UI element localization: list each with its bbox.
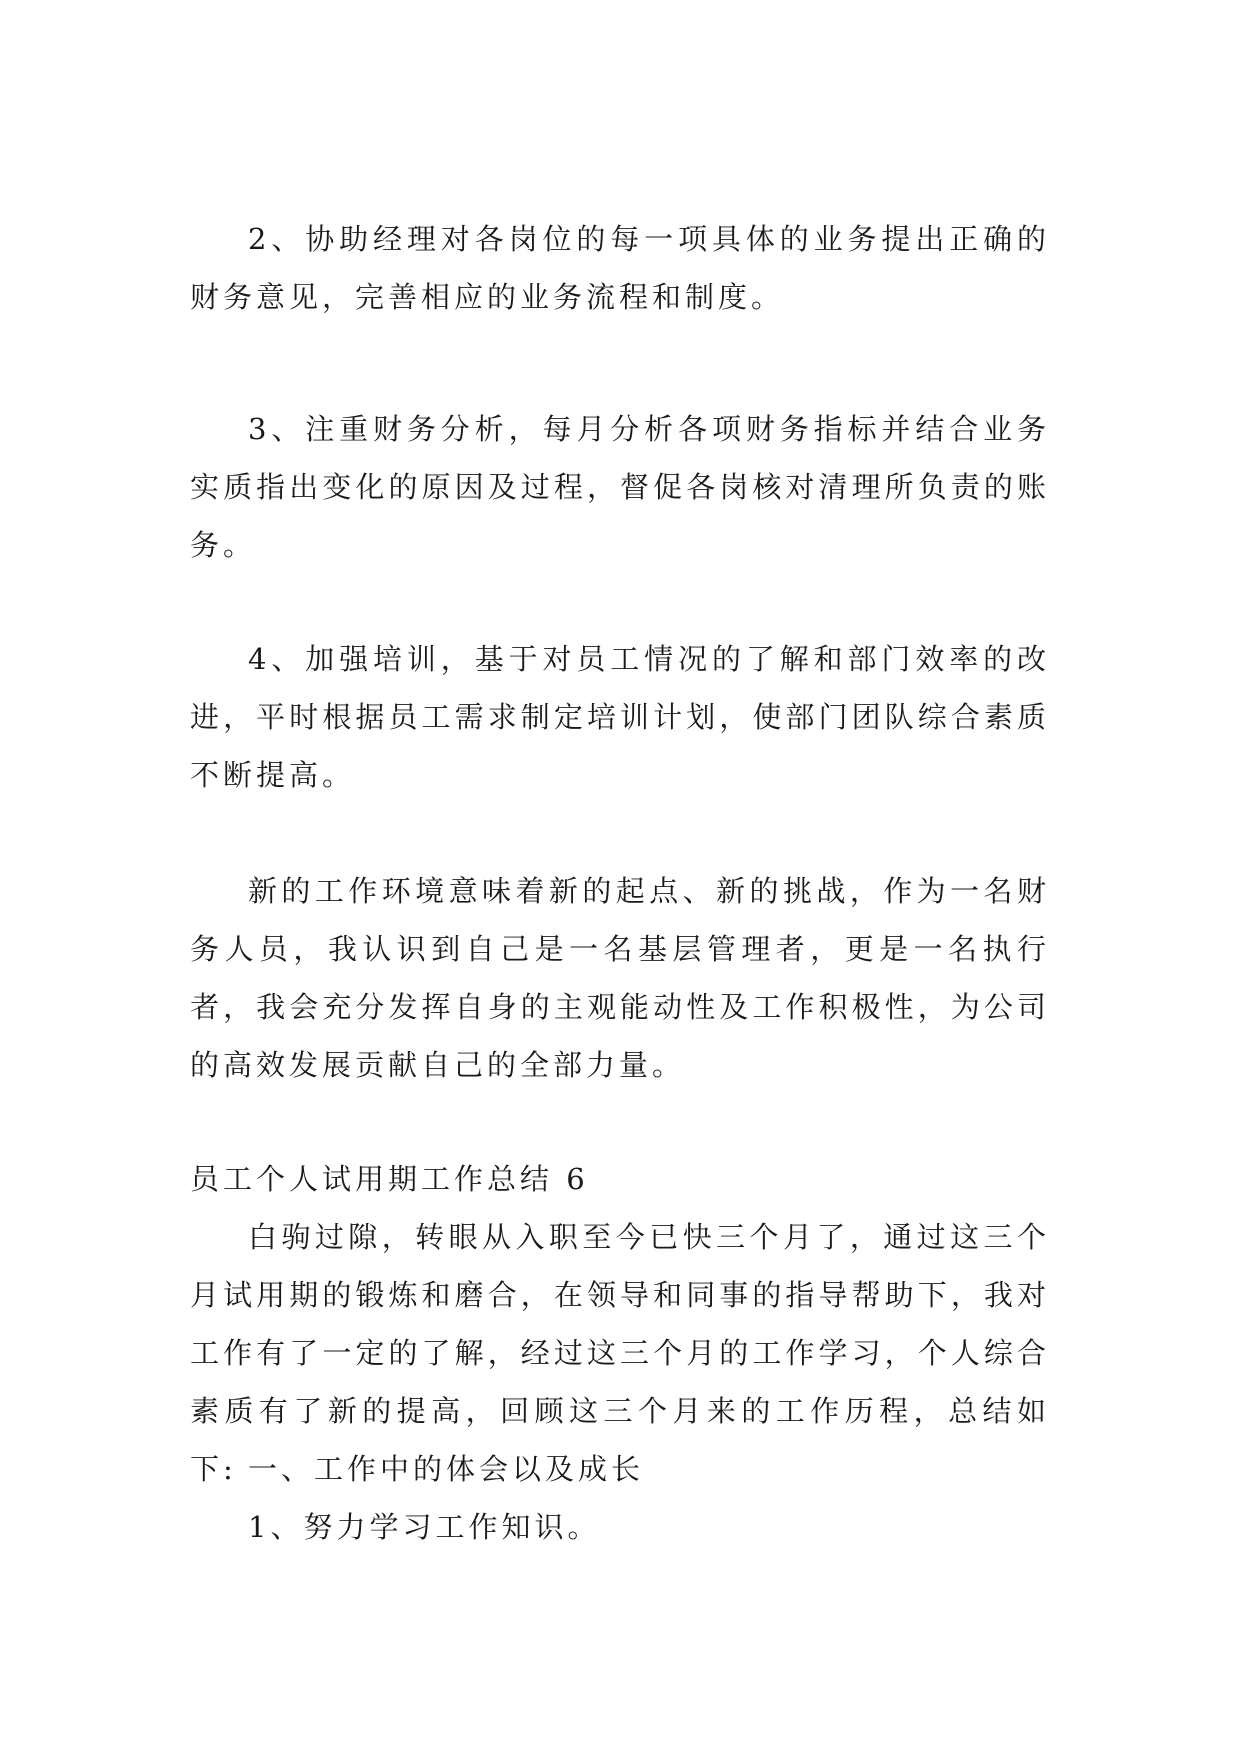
paragraph-conclusion: 新的工作环境意味着新的起点、新的挑战，作为一名财务人员，我认识到自己是一名基层管理者，更是一名执行者，我会充分发挥自身的主观能动性及工作积极性，为公司的高效发展贡献自己的全部力量。 [190,874,1050,1082]
paragraph-item-4: 4、加强培训，基于对员工情况的了解和部门效率的改进，平时根据员工需求制定培训计划，使部门团队综合素质不断提高。 [190,642,1050,792]
section-title: 员工个人试用期工作总结 6 [190,1162,589,1196]
paragraph-item-2: 2、协助经理对各岗位的每一项具体的业务提出正确的财务意见，完善相应的业务流程和制度。 [190,222,1050,314]
paragraph-item-3: 3、注重财务分析，每月分析各项财务指标并结合业务实质指出变化的原因及过程，督促各岗核对清理所负责的账务。 [190,412,1050,562]
section-subheading: 一、工作中的体会以及成长 [248,1452,645,1486]
section-intro-paragraph: 白驹过隙，转眼从入职至今已快三个月了，通过这三个月试用期的锻炼和磨合，在领导和同事的指导帮助下，我对工作有了一定的了解，经过这三个月的工作学习，个人综合素质有了新的提高，回顾这三个月来的工作历程，总结如下: [190,1220,1050,1486]
section-item-1: 1、努力学习工作知识。 [248,1510,601,1544]
